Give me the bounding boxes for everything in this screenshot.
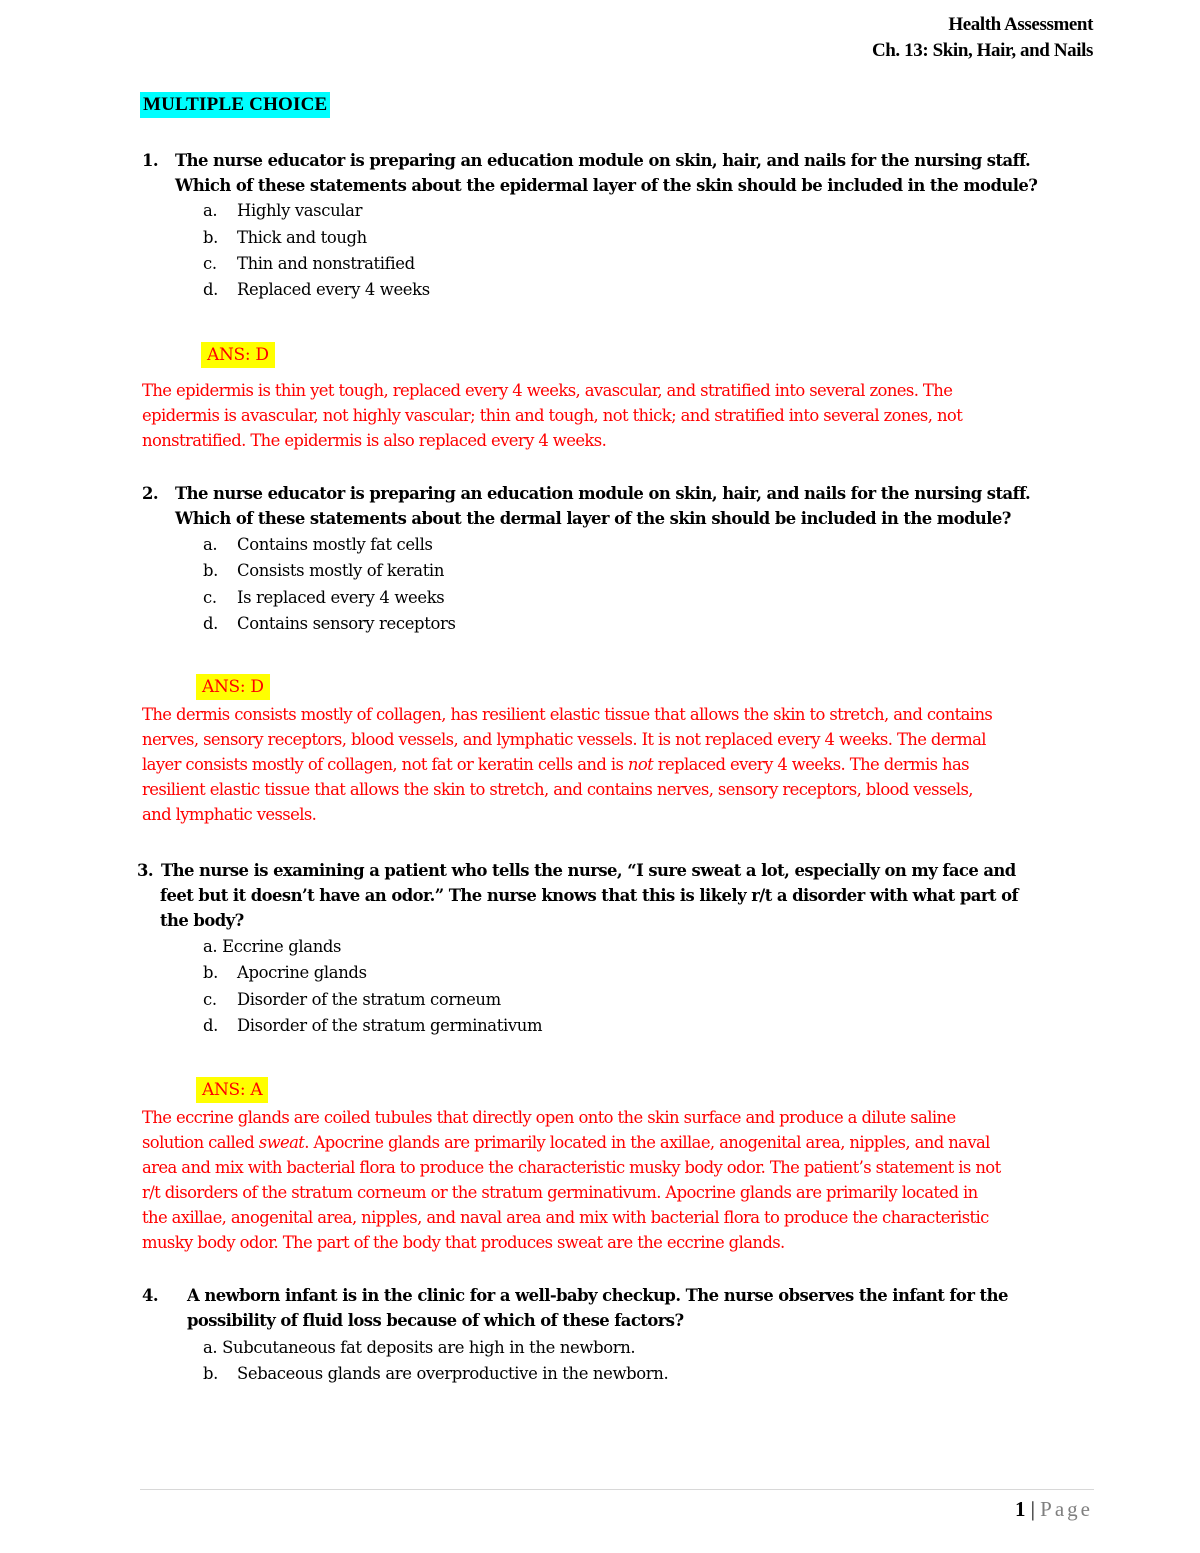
footer-separator: | bbox=[1025, 1497, 1041, 1521]
rationale-line: The eccrine glands are coiled tubules that directly open onto the skin surface and produce a dilute saline bbox=[142, 1108, 956, 1127]
option-letter: a. bbox=[203, 937, 218, 956]
question-number: 4. bbox=[142, 1286, 159, 1305]
question-text-line: The nurse educator is preparing an education module on skin, hair, and nails for the nursing staff. bbox=[175, 484, 1031, 503]
rationale-2 bbox=[142, 702, 1102, 827]
question-1 bbox=[0, 148, 1200, 198]
option-text: Is replaced every 4 weeks bbox=[237, 588, 445, 607]
question-number: 1. bbox=[142, 151, 159, 170]
option-letter: c. bbox=[203, 990, 217, 1009]
page-label: Page bbox=[1040, 1497, 1093, 1521]
option-letter: b. bbox=[203, 561, 219, 580]
option-letter: b. bbox=[203, 963, 219, 982]
rationale-3 bbox=[142, 1105, 1102, 1255]
answer-badge: ANS: D bbox=[201, 342, 275, 368]
rationale-text: layer consists mostly of collagen, not fat or keratin cells and is bbox=[142, 755, 628, 774]
header-course-title: Health Assessment bbox=[948, 14, 1093, 35]
option-letter: c. bbox=[203, 588, 217, 607]
question-text-line: A newborn infant is in the clinic for a well-baby checkup. The nurse observes the infant for the bbox=[187, 1286, 1008, 1305]
question-text-line: possibility of fluid loss because of which of these factors? bbox=[187, 1311, 684, 1330]
option-letter: d. bbox=[203, 1016, 219, 1035]
option-4a bbox=[203, 1335, 635, 1361]
option-text: Contains sensory receptors bbox=[237, 614, 456, 633]
rationale-text: replaced every 4 weeks. The dermis has bbox=[653, 755, 969, 774]
rationale-1 bbox=[142, 378, 1102, 453]
option-text: Sebaceous glands are overproductive in the newborn. bbox=[237, 1364, 669, 1383]
answer-badge: ANS: A bbox=[196, 1077, 268, 1103]
option-text: Apocrine glands bbox=[237, 963, 367, 982]
rationale-line: resilient elastic tissue that allows the skin to stretch, and contains nerves, sensory receptors, blood vessels, bbox=[142, 780, 973, 799]
option-text: Eccrine glands bbox=[222, 937, 342, 956]
question-text-line: The nurse educator is preparing an education module on skin, hair, and nails for the nursing staff. bbox=[175, 151, 1031, 170]
question-number: 3. bbox=[137, 861, 154, 880]
question-number: 2. bbox=[142, 484, 159, 503]
rationale-line: r/t disorders of the stratum corneum or the stratum germinativum. Apocrine glands are primarily located in bbox=[142, 1183, 978, 1202]
rationale-line: the axillae, anogenital area, nipples, and naval area and mix with bacterial flora to produce the characteristic bbox=[142, 1208, 989, 1227]
rationale-line bbox=[142, 752, 1102, 777]
option-text: Highly vascular bbox=[237, 201, 363, 220]
option-text: Disorder of the stratum germinativum bbox=[237, 1016, 543, 1035]
option-text: Disorder of the stratum corneum bbox=[237, 990, 501, 1009]
option-letter: b. bbox=[203, 1364, 219, 1383]
rationale-line: The epidermis is thin yet tough, replaced every 4 weeks, avascular, and stratified into several zones. The bbox=[142, 381, 953, 400]
option-letter: a. bbox=[203, 201, 218, 220]
option-letter: a. bbox=[203, 1338, 218, 1357]
header-chapter-title: Ch. 13: Skin, Hair, and Nails bbox=[871, 40, 1093, 61]
rationale-line: and lymphatic vessels. bbox=[142, 805, 317, 824]
option-text: Thick and tough bbox=[237, 228, 367, 247]
option-letter: d. bbox=[203, 614, 219, 633]
rationale-line: area and mix with bacterial flora to produce the characteristic musky body odor. The patient’s statement is not bbox=[142, 1158, 1001, 1177]
rationale-line bbox=[142, 1130, 1102, 1155]
option-letter: b. bbox=[203, 228, 219, 247]
option-text: Consists mostly of keratin bbox=[237, 561, 445, 580]
rationale-emphasis: not bbox=[627, 755, 654, 774]
section-title: MULTIPLE CHOICE bbox=[140, 92, 330, 118]
question-text-line: Which of these statements about the epidermal layer of the skin should be included in the module? bbox=[175, 176, 1038, 195]
rationale-text: . Apocrine glands are primarily located in the axillae, anogenital area, nipples, and naval bbox=[304, 1133, 990, 1152]
option-text: Subcutaneous fat deposits are high in the newborn. bbox=[222, 1338, 636, 1357]
option-text: Thin and nonstratified bbox=[237, 254, 415, 273]
footer-divider bbox=[140, 1489, 1094, 1490]
question-2 bbox=[0, 481, 1200, 531]
page-number: 1 bbox=[1014, 1497, 1026, 1521]
rationale-text: solution called bbox=[142, 1133, 259, 1152]
question-text-line: the body? bbox=[160, 911, 244, 930]
answer-badge: ANS: D bbox=[196, 674, 270, 700]
option-3a bbox=[203, 934, 341, 960]
option-text: Contains mostly fat cells bbox=[237, 535, 433, 554]
rationale-line: epidermis is avascular, not highly vascular; thin and tough, not thick; and stratified into several zones, not bbox=[142, 406, 963, 425]
question-4 bbox=[0, 1283, 1200, 1333]
rationale-line: nonstratified. The epidermis is also replaced every 4 weeks. bbox=[142, 431, 607, 450]
page-footer bbox=[1015, 1494, 1093, 1524]
rationale-line: nerves, sensory receptors, blood vessels, and lymphatic vessels. It is not replaced every 4 weeks. The dermal bbox=[142, 730, 986, 749]
option-letter: a. bbox=[203, 535, 218, 554]
rationale-line: musky body odor. The part of the body that produces sweat are the eccrine glands. bbox=[142, 1233, 785, 1252]
question-text-line: feet but it doesn’t have an odor.” The nurse knows that this is likely r/t a disorder with what part of bbox=[160, 886, 1018, 905]
question-3 bbox=[0, 858, 1200, 933]
option-letter: c. bbox=[203, 254, 217, 273]
option-letter: d. bbox=[203, 280, 219, 299]
rationale-emphasis: sweat bbox=[258, 1133, 305, 1152]
option-text: Replaced every 4 weeks bbox=[237, 280, 430, 299]
question-text-line: Which of these statements about the dermal layer of the skin should be included in the module? bbox=[175, 509, 1011, 528]
question-text-line: The nurse is examining a patient who tells the nurse, “I sure sweat a lot, especially on my face and bbox=[161, 861, 1016, 880]
rationale-line: The dermis consists mostly of collagen, has resilient elastic tissue that allows the skin to stretch, and contains bbox=[142, 705, 993, 724]
